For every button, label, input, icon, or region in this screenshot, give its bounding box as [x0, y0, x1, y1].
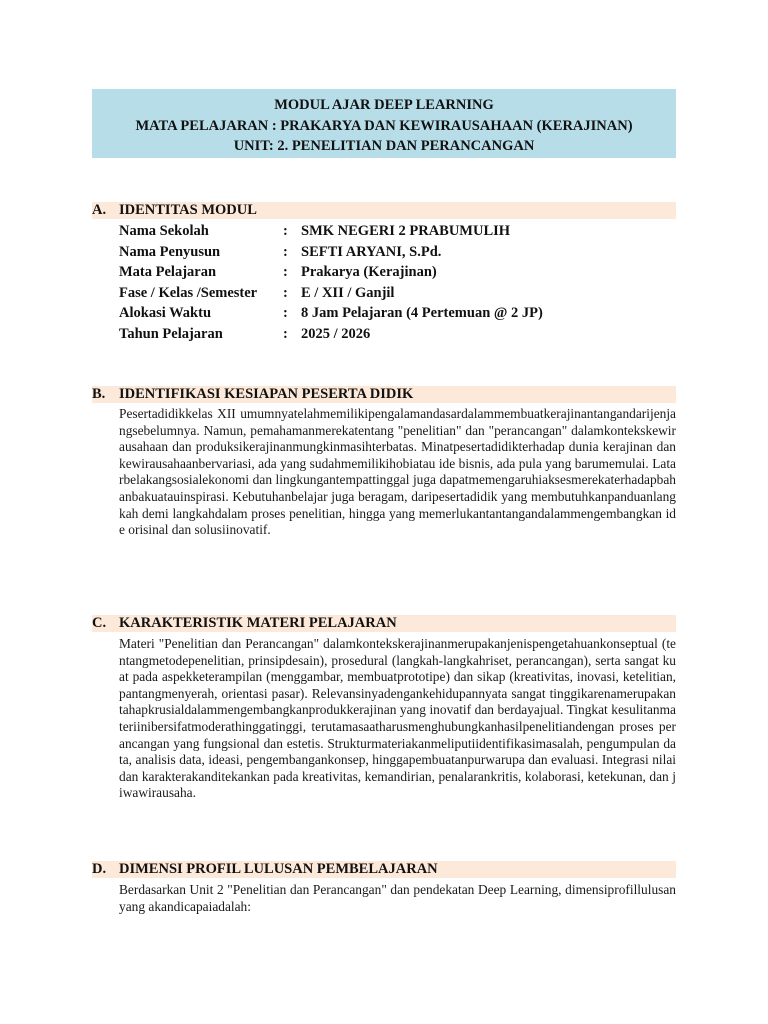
identity-colon: : [283, 284, 288, 301]
identity-value: 8 Jam Pelajaran (4 Pertemuan @ 2 JP) [301, 305, 543, 321]
section-a-heading [92, 202, 676, 219]
identity-label: Nama Sekolah [119, 223, 209, 239]
identity-value: 2025 / 2026 [301, 325, 371, 342]
section-letter: D. [92, 861, 107, 877]
section-c-heading [92, 615, 676, 632]
identity-label: Fase / Kelas /Semester [119, 284, 258, 301]
identity-label: Tahun Pelajaran [119, 325, 223, 342]
header-subject: MATA PELAJARAN : PRAKARYA DAN KEWIRAUSAHAAN (KERAJINAN) [135, 117, 633, 134]
section-letter: A. [92, 202, 107, 218]
section-letter: C. [92, 615, 107, 631]
identity-label: Alokasi Waktu [119, 305, 212, 321]
identity-colon: : [283, 243, 288, 260]
section-c-paragraph: Materi "Penelitian dan Perancangan" dalamkontekskerajinanmerupakanjenispengetahuankonseptual (tentangmetodepenelitian, prinsipdesain), prosedural (langkah-langkahriset, perancangan), serta sangat kuat pada aspekketerampilan (menggambar, membuatprototipe) dan sikap (kreativitas, inovasi, ketelitian, pantangmenyerah, orientasi pasar). Relevansinyadengankehidupannyata sangat tinggikarenamerupakantahapkrusialdalammengembangkanprodukkerajinan yang inovatif dan berdayajual. Tingkat kesulitanmateriinibersifatmoderathinggatinggi, terutamasaatharusmenghubungkanhasilpenelitiandengan proses perancangan yang fungsional dan estetis. Strukturmateriakanmeliputiidentifikasimasalah, pengumpulan data, analisis data, ideasi, pengembangankonsep, hinggapembuatanpurwarupa dan evaluasi. Integrasi nilai dan karakterakanditekankan pada kreativitas, kemandirian, penalarankritis, kolaborasi, ketekunan, dan jiwawirausaha. [119, 636, 676, 801]
identity-colon: : [283, 223, 288, 239]
section-title: DIMENSI PROFIL LULUSAN PEMBELAJARAN [119, 861, 438, 877]
section-b-heading [92, 386, 676, 403]
identity-value: SMK NEGERI 2 PRABUMULIH [301, 223, 511, 239]
identity-value: Prakarya (Kerajinan) [301, 264, 437, 280]
identity-colon: : [283, 264, 288, 280]
identity-value: E / XII / Ganjil [301, 284, 395, 301]
section-letter: B. [92, 386, 106, 402]
section-title: IDENTITAS MODUL [119, 202, 257, 218]
identity-label: Mata Pelajaran [119, 264, 217, 280]
section-title: KARAKTERISTIK MATERI PELAJARAN [119, 615, 397, 631]
section-d-paragraph: Berdasarkan Unit 2 "Penelitian dan Perancangan" dan pendekatan Deep Learning, dimensiprofillulusan yang akandicapaiadalah: [119, 882, 676, 914]
header-title: MODUL AJAR DEEP LEARNING [274, 97, 494, 113]
section-d-heading [92, 861, 676, 878]
module-header [92, 89, 676, 158]
identity-value: SEFTI ARYANI, S.Pd. [301, 243, 442, 260]
identity-colon: : [283, 325, 288, 342]
identity-colon: : [283, 305, 288, 321]
header-unit: UNIT: 2. PENELITIAN DAN PERANCANGAN [233, 138, 535, 154]
identity-label: Nama Penyusun [119, 243, 221, 260]
section-b-paragraph: Pesertadidikkelas XII umumnyatelahmemilikipengalamandasardalammembuatkerajinantangandarijenjangsebelumnya. Namun, pemahamanmerekatentang "penelitian" dan "perancangan" dalamkontekskewirausahaan dan produksikerajinanmungkinmasihterbatas. Minatpesertadidikterhadap dunia kerajinan dan kewirausahaanbervariasi, ada yang sudahmemilikihobiatau ide bisnis, ada pula yang barumemulai. Latarbelakangsosialekonomi dan lingkungantempattinggal juga dapatmemengaruhiaksesmerekaterhadapbahanbakuatauinspirasi. Kebutuhanbelajar juga beragam, daripesertadidik yang membutuhkanpanduanlangkah demi langkahdalam proses penelitian, hingga yang memerlukantantangandalammengembangkan ide orisinal dan solusiinovatif. [119, 406, 676, 538]
section-title: IDENTIFIKASI KESIAPAN PESERTA DIDIK [119, 386, 414, 402]
